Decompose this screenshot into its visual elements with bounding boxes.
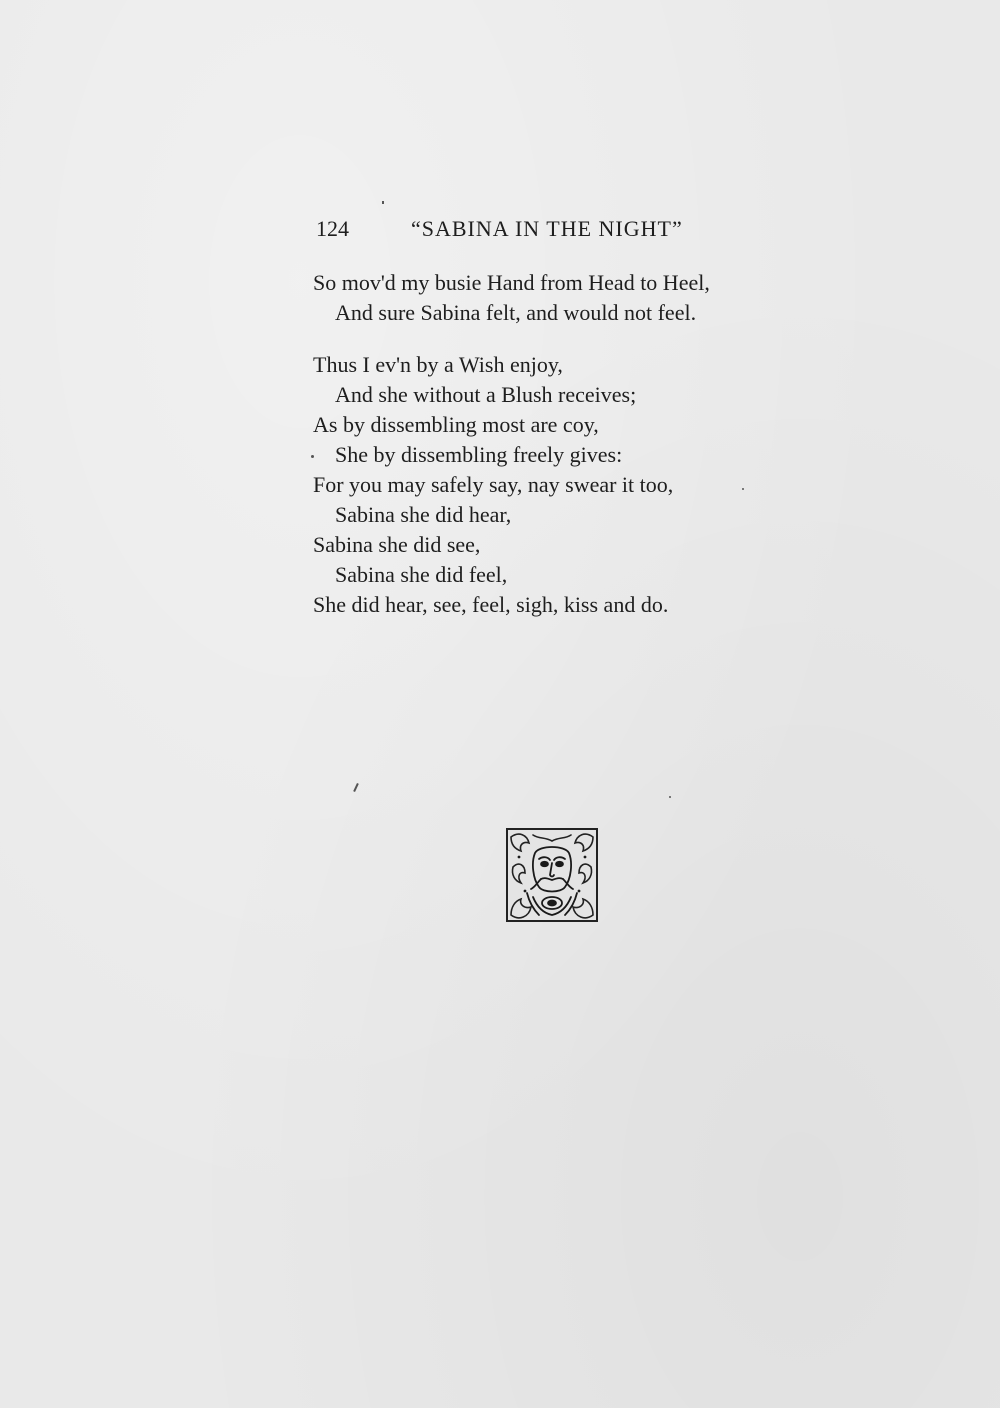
paper-speck — [311, 455, 314, 458]
paper-speck — [382, 201, 384, 204]
poem-line: For you may safely say, nay swear it too, — [313, 472, 674, 497]
poem-line: As by dissembling most are coy, — [313, 412, 599, 437]
green-man-face-ornament-icon — [505, 827, 599, 923]
poem-line: Sabina she did hear, — [335, 502, 512, 527]
poem-line: Sabina she did feel, — [335, 562, 508, 587]
paper-speck — [669, 796, 671, 798]
poem-line: Sabina she did see, — [313, 532, 481, 557]
paper-speck — [742, 488, 744, 490]
poem-line: So mov'd my busie Hand from Head to Heel, — [313, 270, 710, 295]
page-header — [316, 216, 756, 246]
page-number: 124 — [316, 216, 349, 241]
poem-line: Thus I ev'n by a Wish enjoy, — [313, 352, 563, 377]
paper-speck — [353, 783, 359, 792]
poem-line: And sure Sabina felt, and would not feel. — [335, 300, 697, 325]
running-title: “SABINA IN THE NIGHT” — [411, 216, 683, 241]
poem-line: She by dissembling freely gives: — [335, 442, 623, 467]
stanza-1 — [313, 268, 833, 328]
stanza-2 — [313, 350, 833, 620]
poem-line: And she without a Blush receives; — [335, 382, 637, 407]
poem-line: She did hear, see, feel, sigh, kiss and do. — [313, 592, 669, 617]
poem-text — [313, 268, 833, 620]
